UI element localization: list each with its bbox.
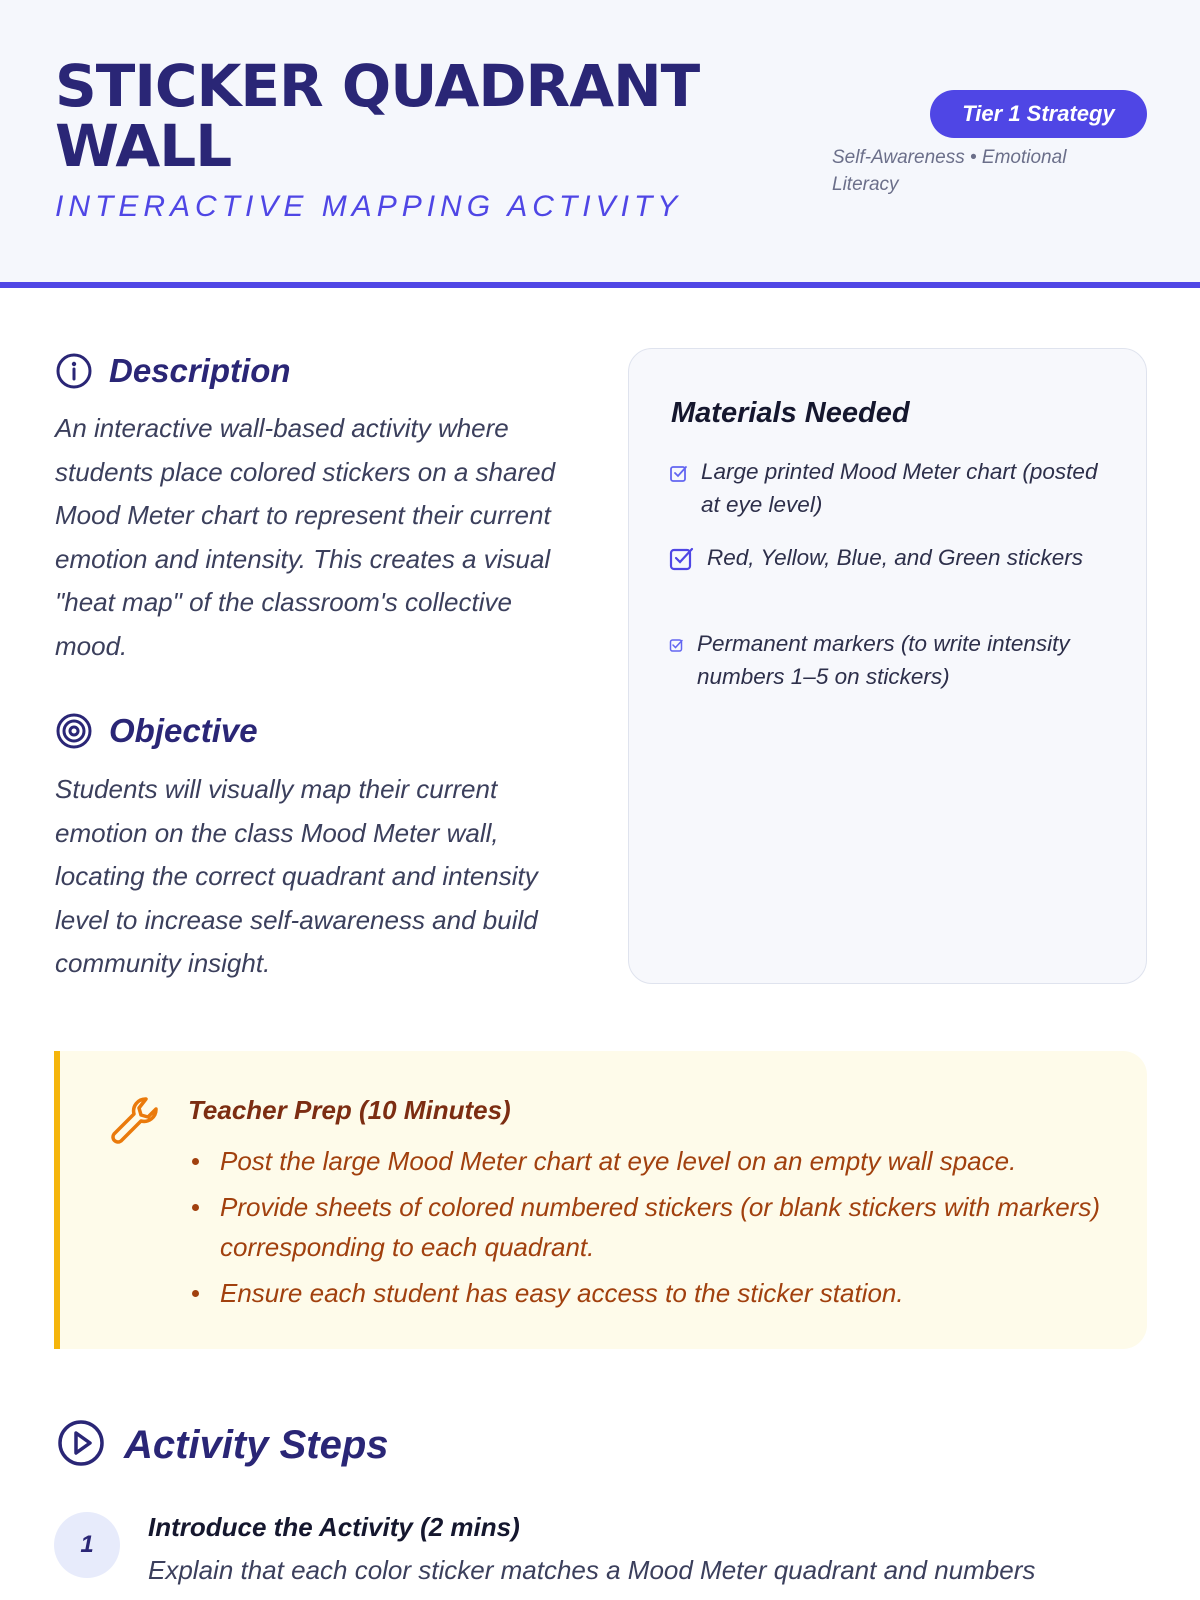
play-circle-icon xyxy=(56,1418,106,1473)
step-number: 1 xyxy=(54,1512,120,1578)
prep-item: Provide sheets of colored numbered stickers (or blank stickers with markers) corresponding to each quadrant. xyxy=(188,1187,1128,1267)
prep-list xyxy=(188,1141,1128,1319)
tier-badge: Tier 1 Strategy xyxy=(930,90,1147,138)
material-item xyxy=(669,455,1109,521)
materials-title: Materials Needed xyxy=(671,397,910,429)
page-subtitle: INTERACTIVE MAPPING ACTIVITY xyxy=(55,190,683,223)
info-circle-icon xyxy=(55,352,93,390)
activity-steps-heading xyxy=(56,1418,389,1473)
skills-tagline: Self-Awareness • Emotional Literacy xyxy=(832,147,1067,195)
checkbox-icon xyxy=(669,541,695,580)
prep-title: Teacher Prep (10 Minutes) xyxy=(188,1095,511,1125)
material-item xyxy=(669,627,1109,693)
prep-item: Post the large Mood Meter chart at eye level on an empty wall space. xyxy=(188,1141,1128,1181)
wrench-icon xyxy=(106,1093,162,1154)
checkbox-icon xyxy=(669,455,689,521)
objective-text: Students will visually map their current emotion on the class Mood Meter wall, locating the correct quadrant and intensity level to increase self-awareness and build community insight. xyxy=(55,774,538,978)
teacher-prep-callout xyxy=(54,1051,1147,1349)
description-text: An interactive wall-based activity where students place colored stickers on a shared Mood Meter chart to represent their current emotion and intensity. This creates a visual "heat map" of the classroom's collective mood. xyxy=(55,413,556,661)
activity-steps-title: Activity Steps xyxy=(124,1423,389,1467)
description-title: Description xyxy=(109,352,291,389)
material-item xyxy=(669,541,1109,580)
prep-item: Ensure each student has easy access to the sticker station. xyxy=(188,1273,1128,1313)
page-title: STICKER QUADRANT WALL xyxy=(55,52,700,180)
objective-heading xyxy=(55,712,258,750)
objective-title: Objective xyxy=(109,712,258,749)
page-header xyxy=(0,0,1200,288)
step-text: Explain that each color sticker matches a Mood Meter quadrant and numbers xyxy=(148,1555,1036,1585)
material-label: Permanent markers (to write intensity numbers 1–5 on stickers) xyxy=(697,631,1070,689)
step-title: Introduce the Activity (2 mins) xyxy=(148,1512,520,1542)
checkbox-icon xyxy=(669,627,685,693)
materials-card xyxy=(628,348,1147,984)
material-label: Large printed Mood Meter chart (posted at eye level) xyxy=(701,459,1098,517)
description-heading xyxy=(55,352,291,390)
material-label: Red, Yellow, Blue, and Green stickers xyxy=(707,545,1084,570)
target-icon xyxy=(55,712,93,750)
